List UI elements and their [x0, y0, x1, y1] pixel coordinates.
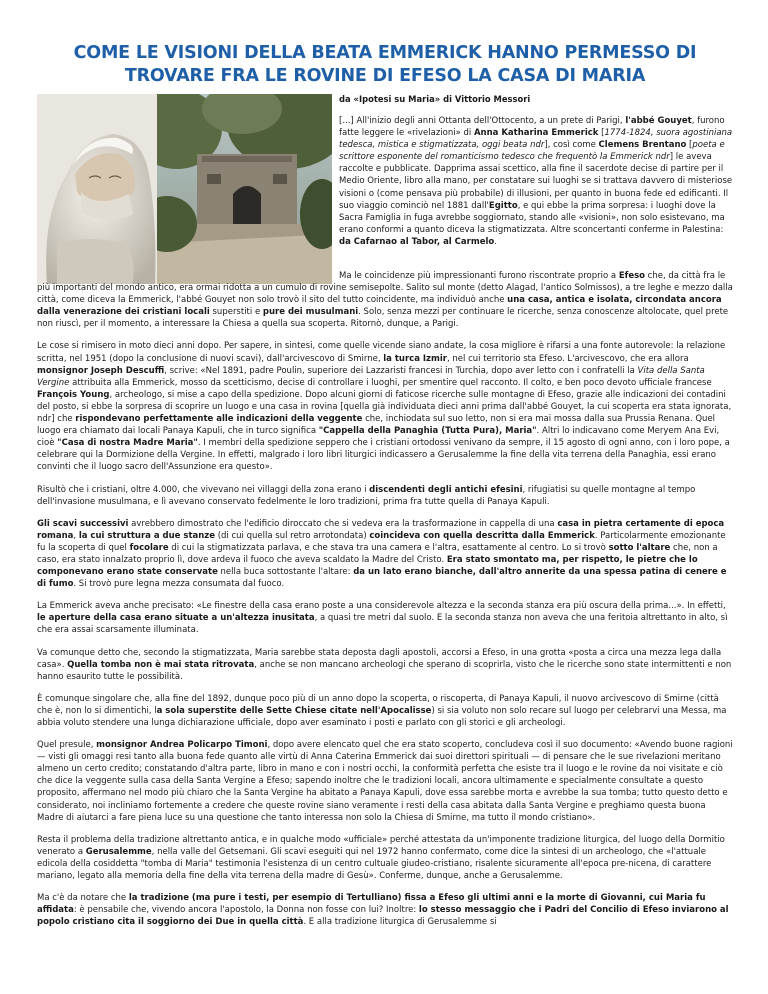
paragraph-timoni: Quel presule, monsignor Andrea Policarpo Timoni, dopo avere elencato quel che era stato scoperto, concludeva così il suo documento: «Avendo buone ragioni — visti gli omaggi resi tanto alla buona fede quanto alle virtù di Anna Caterina Emmerick dai suoi direttori spirituali — di pensare che le sue rivelazioni meritano almeno un certo credito; constatando d'altra parte, libro in mano e con i nostri occhi, la conformità perfetta che esiste tra il luogo e le rovine da noi visitate e ciò che dice la veggente sulla casa della Santa Vergine a Efeso; sapendo inoltre che le tradizioni locali, ancora ultimamente e specialmente consultate a questo proposito, affermano nel modo più chiaro che la Santa Vergine ha abitato a Panaya Kapuli, dove essa sarebbe morta e avrebbe la sua tomba; tutto questo detto e considerato, noi incliniamo fortemente a credere che queste rovine siano veramente i resti della casa abitata dalla Santa Vergine e preghiamo questa buona Madre di aiutarci a fare piena luce su una questione che tanto interessa non solo la Chiesa di Smirne, ma tutto il mondo cristiano».: [37, 740, 733, 823]
paragraph-finestre: La Emmerick aveva anche precisato: «Le finestre della casa erano poste a una considerevole altezza e la seconda stanza era più oscura della prima...». In effetti, le aperture della casa erano situate a un'altezza inusitata, a quasi tre metri dal suolo. E la seconda stanza non aveva che una feritoia altrettanto in alto, sì che era assai scarsamente illuminata.: [37, 601, 728, 636]
article-body: [37, 270, 734, 938]
intro-paragraph: [...] All'inizio degli anni Ottanta dell'Ottocento, a un prete di Parigi, l'abbé Gouyet, furono fatte leggere le «rivelazioni» di Anna Katharina Emmerick [1774-1824, suora agostiniana tedesca, mistica e stigmatizzata, oggi beata ndr], così come Clemens Brentano [poeta e scrittore esponente del romanticismo tedesco che frequentò la Emmerick ndr] le aveva raccolte e pubblicate. Dapprima assai scettico, alla fine il sacerdote decise di partire per il Medio Oriente, libro alla mano, per constatare sui luoghi se si trattava davvero di misteriose visioni o (come pensava più probabile) di illusioni, per quanto in buona fede ed edificanti. Il suo viaggio cominciò nel 1881 dall'Egitto, e qui ebbe la prima sorpresa: i luoghi dove la Sacra Famiglia in fuga avrebbe soggiornato, stando alle «visioni», non solo esistevano, ma erano conformi a quanto diceva la stigmatizzata. Altre sconcertanti conferme in Palestina: da Cafarnao al Tabor, al Carmelo.: [339, 116, 733, 247]
paragraph-tomba: Va comunque detto che, secondo la stigmatizzata, Maria sarebbe stata deposta dagli apostoli, accorsi a Efeso, in una grotta «posta a circa una mezza lega dalla casa». Quella tomba non è mai stata ritrovata, anche se non mancano archeologi che sperano di scoprirla, visto che le ricerche sono state intermittenti e non hanno esaurito tutte le possibilità.: [37, 647, 732, 682]
paragraph-smirne: È comunque singolare che, alla fine del 1892, dunque poco più di un anno dopo la scoperta, o riscoperta, di Panaya Kapuli, il nuovo arcivescovo di Smirne (città che è, non lo si dimentichi, la sola superstite delle Sette Chiese citate nell'Apocalisse) si sia voluto non solo recare sul luogo per celebrarvi una Messa, ma abbia voluto stendere una lunga dichiarazione ufficiale, dopo aver esaminato i posti e parlato con gli storici e gli archeologi.: [37, 693, 727, 728]
paragraph-gerusalemme: Resta il problema della tradizione altrettanto antica, e in qualche modo «ufficiale» perché attestata da un'imponente tradizione liturgica, del luogo della Dormitio venerato a Gerusalemme, nella valle del Getsemani. Gli scavi eseguiti qui nel 1972 hanno confermato, come dice la sintesi di un archeologo, che «l'attuale edicola della cosiddetta "tomba di Maria" testimonia l'esistenza di un centro cultuale giudeo-cristiano, risalente sicuramente all'epoca pre-nicena, di carattere mariano, legato alla memoria della fine della vita terrena della madre di Gesù». Conferme, dunque, anche a Gerusalemme.: [37, 834, 725, 882]
article-photo: [37, 94, 332, 284]
article-title: COME LE VISIONI DELLA BEATA EMMERICK HANNO PERMESSO DI TROVARE FRA LE ROVINE DI EFESO LA CASA DI MARIA: [73, 42, 697, 86]
paragraph-scavi: Gli scavi successivi avrebbero dimostrato che l'edificio diroccato che si vedeva era la trasformazione in cappella di una casa in pietra certamente di epoca romana, la cui struttura a due stanze (di cui quella sul retro arrotondata) coincideva con quella descritta dalla Emmerick. Particolarmente emozionante fu la scoperta di quel focolare di cui la stigmatizzata parlava, e che stava tra una camera e l'altra, esattamente al centro. Lo si trovò sotto l'altare che, non a caso, era stato innalzato proprio lì, dove ardeva il fuoco che aveva scaldato la Madre del Cristo. Era stato smontato ma, per rispetto, le pietre che lo componevano erano state conservate nella buca sottostante l'altare: da un lato erano bianche, dall'altro annerite da una spessa patina di cenere e di fumo. Si trovò pure legna mezza consumata dal fuoco.: [37, 518, 727, 590]
emmerick-drawing: [37, 94, 157, 284]
paragraph-cristiani: Risultò che i cristiani, oltre 4.000, che vivevano nei villaggi della zona erano i discendenti degli antichi efesini, rifugiatisi su quelle montagne al tempo dell'invasione musulmana, e lì avevano conservato fedelmente le loro tradizioni, prima fra tutte quella di Panaya Kapuli.: [37, 484, 696, 507]
paragraph-efeso: Ma le coincidenze più impressionanti furono riscontrate proprio a Efeso che, da città fra le più importanti del mondo antico, era ormai ridotta a un cumulo di rovine semisepolte. Salito sul monte (detto Alagad, l'antico Solmissos), a tre leghe e mezzo dalla città, come diceva la Emmerick, l'abbé Gouyet non solo trovò il sito del tutto coincidente, ma individuò anche una casa, antica e isolata, circondata ancora dalla venerazione dei cristiani locali superstiti e pure dei musulmani. Solo, senza mezzi per continuare le ricerche, senza conoscenze altolocate, quel prete non riuscì, per il momento, a interessare la Chiesa a quella sua scoperta. Ritornò, dunque, a Parigi.: [37, 271, 733, 330]
article-byline: da «Ipotesi su Maria» di Vittorio Messori: [339, 94, 531, 104]
house-photo: [132, 94, 332, 284]
paragraph-giovanni: Ma c'è da notare che la tradizione (ma pure i testi, per esempio di Tertulliano) fissa a Efeso gli ultimi anni e la morte di Giovanni, cui Maria fu affidata: è pensabile che, vivendo ancora l'apostolo, la Donna non fosse con lui? Inoltre: lo stesso messaggio che i Padri del Concilio di Efeso inviarono al popolo cristiano cita il soggiorno dei Due in quella città. E alla tradizione liturgica di Gerusalemme si: [37, 893, 729, 928]
paragraph-spedizione: Le cose si rimisero in moto dieci anni dopo. Per sapere, in sintesi, come quelle vicende siano andate, la cosa migliore è rifarsi a una fonte autorevole: la relazione scritta, nel 1951 (dopo la conclusione di nuovi scavi), dall'arcivescovo di Smirne, la turca Izmir, nel cui territorio sta Efeso. L'arcivescovo, che era allora monsignor Joseph Descuffi, scrive: «Nel 1891, padre Poulin, superiore dei Lazzaristi francesi in Turchia, dopo aver letto con i confratelli la Vita della Santa Vergine attribuita alla Emmerick, mosso da scetticismo, decise di controllare i luoghi, per smentire quel racconto. Il colto, e ben poco devoto ufficiale francese François Young, archeologo, si mise a capo della spedizione. Dopo alcuni giorni di faticose ricerche sulle montagne di Efeso, grazie alle indicazioni dei contadini del posto, si ebbe la sorpresa di scoprire un luogo e una casa in rovina [quella già individuata dieci anni prima dall'abbé Gouyet, la cui scoperta era stata ignorata, ndr] che rispondevano perfettamente alle indicazioni della veggente che, inchiodata sul suo letto, non si era mai mossa dalla sua Prussia Renana. Quel luogo era chiamato dai locali Panaya Kapuli, che in turco significa "Cappella della Panaghia (Tutta Pura), Maria". Altri lo indicavano come Meryem Ana Evi, cioè "Casa di nostra Madre Maria". I membri della spedizione seppero che i cristiani ortodossi venivano da sempre, il 15 agosto di ogni anno, con i loro pope, a celebrare qui la Dormizione della Vergine. In effetti, malgrado i loro libri liturgici indicassero a Gerusalemme la fine della vita terrena della Panaghia, essi erano convinti che il luogo sacro dell'Assunzione era questo».: [37, 341, 732, 473]
